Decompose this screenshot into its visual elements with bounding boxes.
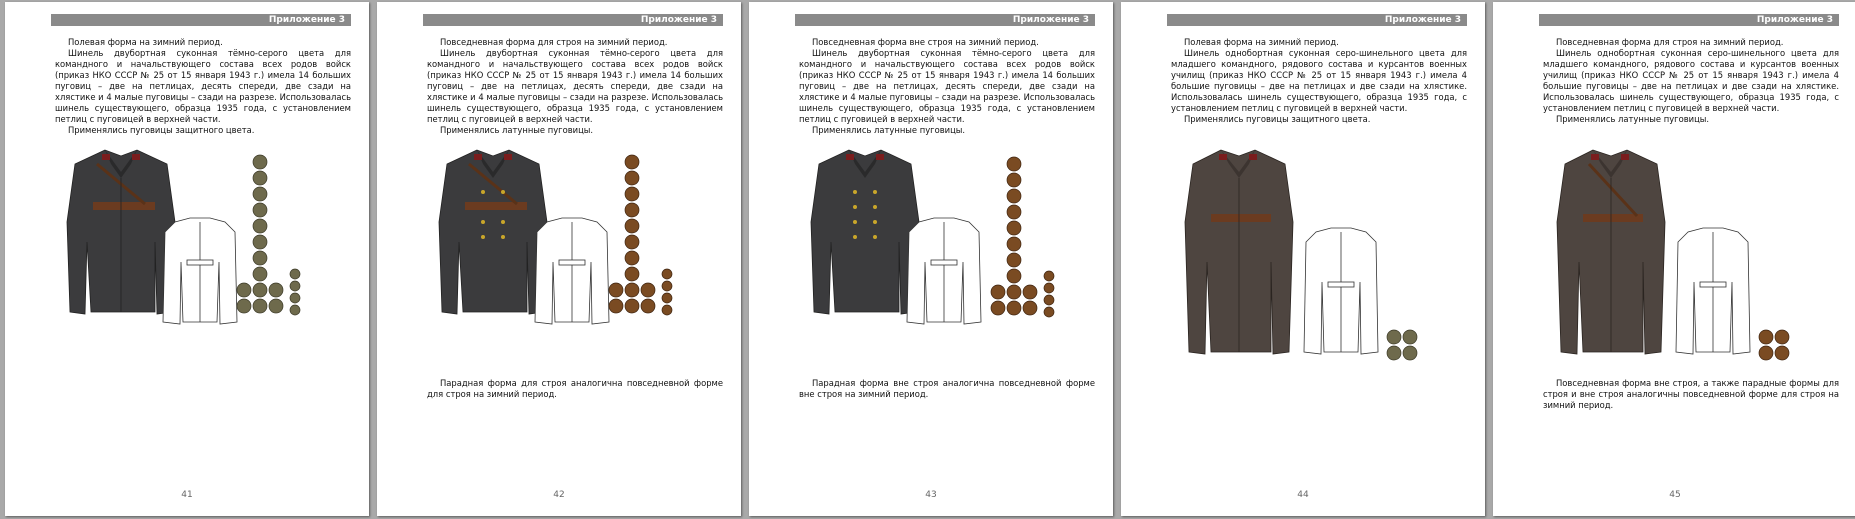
uniform-illustration [5,142,369,372]
paragraph: Шинель двубортная суконная тёмно-серого цвета для командного и начальствующего состава всех родов войск (приказ НКО СССР № 25 от 15 января 1943 г.) имела 14 больших пуговиц – две на петлицах, десять спереди, две сзади на хлястике и 4 малые пуговицы – сзади на разрезе. Использовалась шинель существующего, образца 1935 года, с установлением петлиц с пуговицей в верхней части. [427,48,723,124]
greatcoat-front-illustration [439,150,547,314]
page-header-label: Приложение 3 [1756,15,1833,25]
page-number: 44 [1297,490,1309,500]
page-number: 43 [925,490,937,500]
page-header-bar [795,14,1095,26]
buttons-illustration [237,155,300,315]
page-text [1543,37,1839,125]
document-page-44[interactable] [1121,2,1485,516]
paragraph: Применялись латунные пуговицы. [812,125,966,135]
greatcoat-back-outline [1304,228,1378,354]
buttons-illustration [609,155,672,315]
bottom-paragraph: Парадная форма вне строя аналогична повседневной форме вне строя на зимний период. [799,378,1095,399]
page-text [1171,37,1467,125]
paragraph: Шинель двубортная суконная тёмно-серого цвета для командного и начальствующего состава всех родов войск (приказ НКО СССР № 25 от 15 января 1943 г.) имела 14 больших пуговиц – две на петлицах, десять спереди, две сзади на хлястике и 4 малые пуговицы – сзади на разрезе. Использовалась шинель существующего, образца 1935 года, с установлением петлиц с пуговицей в верхней части. [55,48,351,124]
paragraph: Применялись латунные пуговицы. [440,125,594,135]
greatcoat-back-outline [907,218,981,324]
page-number: 41 [181,490,193,500]
paragraph: Применялись пуговицы защитного цвета. [1184,114,1371,124]
uniform-illustration [1493,142,1855,372]
buttons-illustration [991,157,1054,317]
paragraph: Шинель двубортная суконная тёмно-серого цвета для командного и начальствующего состава всех родов войск (приказ НКО СССР № 25 от 15 января 1943 г.) имела 14 больших пуговиц – две на петлицах, десять спереди, две сзади на хлястике и 4 малые пуговицы – сзади на разрезе. Использовалась шинель существующего, образца 1935 года, с установлением петлиц с пуговицей в верхней части. [799,48,1095,124]
greatcoat-front-illustration [811,150,919,314]
page-header-label: Приложение 3 [640,15,717,25]
page-header-bar [1539,14,1839,26]
document-page-43[interactable] [749,2,1113,516]
page-header-bar [51,14,351,26]
bottom-paragraph: Парадная форма для строя аналогична повседневной форме для строя на зимний период. [427,378,723,399]
buttons-illustration [1759,330,1789,360]
page-header-label: Приложение 3 [268,15,345,25]
paragraph: Шинель однобортная суконная серо-шинельного цвета для младшего командного, рядового состава и курсантов военных училищ (приказ НКО СССР № 25 от 15 января 1943 г.) имела 4 большие пуговицы – две на петлицах и две сзади на хлястике. Использовалась шинель существующего, образца 1935 года, с установлением петлиц с пуговицей в верхней части. [1171,48,1467,113]
greatcoat-back-outline [1676,228,1750,354]
greatcoat-front-illustration [1557,150,1665,354]
section-title: Полевая форма на зимний период. [68,37,223,47]
uniform-illustration [749,142,1113,372]
page-header-bar [1167,14,1467,26]
uniform-illustration [377,142,741,372]
page-text [427,37,723,136]
paragraph: Применялись латунные пуговицы. [1556,114,1710,124]
greatcoat-back-outline [535,218,609,324]
page-header-label: Приложение 3 [1384,15,1461,25]
section-title: Повседневная форма для строя на зимний период. [440,37,668,47]
page-text [799,37,1095,136]
section-title: Повседневная форма вне строя на зимний период. [812,37,1039,47]
document-page-41[interactable] [5,2,369,516]
section-title: Полевая форма на зимний период. [1184,37,1339,47]
document-page-45[interactable] [1493,2,1855,516]
page-number: 42 [553,490,565,500]
page-text [55,37,351,136]
buttons-illustration [1387,330,1417,360]
uniform-illustration [1121,142,1485,372]
page-number: 45 [1669,490,1681,500]
bottom-paragraph: Повседневная форма вне строя, а также парадные формы для строя и вне строя аналогичны повседневной форме для строя на зимний период. [1543,378,1839,410]
section-title: Повседневная форма для строя на зимний период. [1556,37,1784,47]
greatcoat-back-outline [163,218,237,324]
greatcoat-front-illustration [1185,150,1293,354]
greatcoat-front-illustration [67,150,175,314]
paragraph: Применялись пуговицы защитного цвета. [68,125,255,135]
paragraph: Шинель однобортная суконная серо-шинельного цвета для младшего командного, рядового состава и курсантов военных училищ (приказ НКО СССР № 25 от 15 января 1943 г.) имела 4 большие пуговицы – две на петлицах и две сзади на хлястике. Использовалась шинель существующего, образца 1935 года, с установлением петлиц с пуговицей в верхней части. [1543,48,1839,113]
document-page-42[interactable] [377,2,741,516]
page-header-bar [423,14,723,26]
page-header-label: Приложение 3 [1012,15,1089,25]
